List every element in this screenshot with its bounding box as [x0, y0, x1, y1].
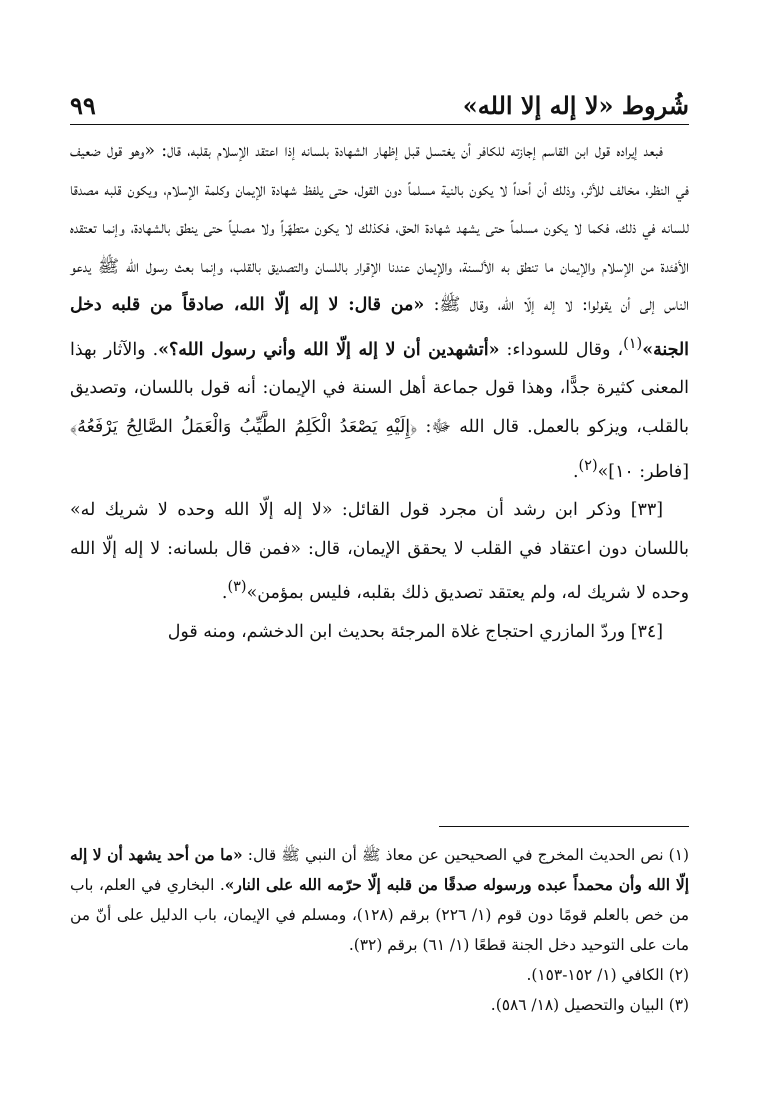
hadith-quote: «ما من أحد يشهد أن لا إله إلّا الله وأن محمداً عبده ورسوله صدقًا من قلبه إلّا حرّمه الله على النار» [70, 846, 689, 894]
hadith-quote: «أتشهدين أن لا إله إلّا الله وأني رسول الله؟» [158, 339, 500, 360]
paragraph [70, 491, 689, 613]
text-run: [٣٤] وردّ المازري احتجاج غلاة المرجئة بحديث ابن الدخشم، ومنه قول [167, 621, 663, 642]
page-header [70, 84, 689, 125]
running-title: شُروط «لا إله إلا الله» [462, 91, 689, 120]
footnote-text: . البخاري في العلم، باب من خص بالعلم قومًا دون قوم (١/ ٢٢٦) برقم (١٢٨)، ومسلم في الإيمان، باب الدليل على أنّ من مات على التوحيد دخل الجنة قطعًا (١/ ٦١) برقم (٣٢). [70, 876, 690, 954]
footnote: (٣) البيان والتحصيل (١٨/ ٥٨٦). [490, 996, 689, 1014]
text-run: فبعد إيراده قول ابن القاسم إجازته للكافر أن يغتسل قبل إظهار الشهادة بلسانه إذا اعتقد الإسلام بقلبه، قال: «وهو قول ضعيف في النظر، مخالف للأثر، وذلك أن أحداً لا يكون بالنية مسلماً دون القول، حتى يلفظ شهادة الإيمان وكلمة الإسلام، ويكون قلبه مصدقا للسانه في ذلك، فكما لا يكون مسلماً حتى يشهد شهادة الحق، فكذلك لا يكون متطهّراً ولا مصلياً حتى ينطق بالشهادة، وإنما تعتقده الأفئدة من الإسلام والإيمان ما تنطق به الألسنة، والإيمان عندنا الإقرار باللسان والتصديق بالقلب، وإنما بعث رسول الله ﷺ يدعو الناس إلى أن يقولوا: لا إله إلّا الله، وقال ﷺ: [70, 141, 690, 316]
footnotes [70, 840, 689, 1020]
text-run: [٣٣] وذكر ابن رشد أن مجرد قول القائل: «لا إله إلّا الله وحده لا شريك له» باللسان دون اعتقاد في القلب لا يحقق الإيمان، قال: «فمن قال بلسانه: لا إله إلّا الله وحده لا شريك له، ولم يعتقد تصديق ذلك بقلبه، فليس بمؤمن» [70, 499, 689, 603]
footnote-text: (١) نص الحديث المخرج في الصحيحين عن معاذ ﷺ أن النبي ﷺ قال: [242, 846, 689, 864]
footnote [70, 840, 689, 960]
paragraph [70, 132, 689, 491]
footnote-separator [439, 826, 689, 827]
footnote-ref: (١) [623, 335, 643, 352]
paragraph [70, 613, 689, 652]
text-run: . [572, 461, 579, 482]
footnote: (٢) الكافي (١/ ١٥٢-١٥٣). [526, 966, 689, 984]
text-run: . والآثار بهذا المعنى كثيرة جدًّا، وهذا قول جماعة أهل السنة في الإيمان: أنه قول باللسان، وتصديق بالقلب، ويزكو بالعمل. قال الله ﷻ: ﴿إِلَيْهِ يَصْعَدُ الْكَلِمُ الطَّيِّبُ وَالْعَمَلُ الصَّالِحُ يَرْفَعُهُ﴾ [فاطر: ١٠]» [70, 339, 689, 482]
footnote-ref: (٢) [578, 457, 598, 474]
text-run: . [221, 582, 228, 603]
main-text [70, 132, 689, 651]
page-number: ٩٩ [70, 91, 96, 120]
footnote-ref: (٣) [227, 579, 247, 596]
text-run: ، وقال للسوداء: [499, 339, 624, 360]
hadith-quote: «من قال: لا إله إلّا الله، صادقاً من قلبه دخل الجنة» [70, 295, 689, 360]
